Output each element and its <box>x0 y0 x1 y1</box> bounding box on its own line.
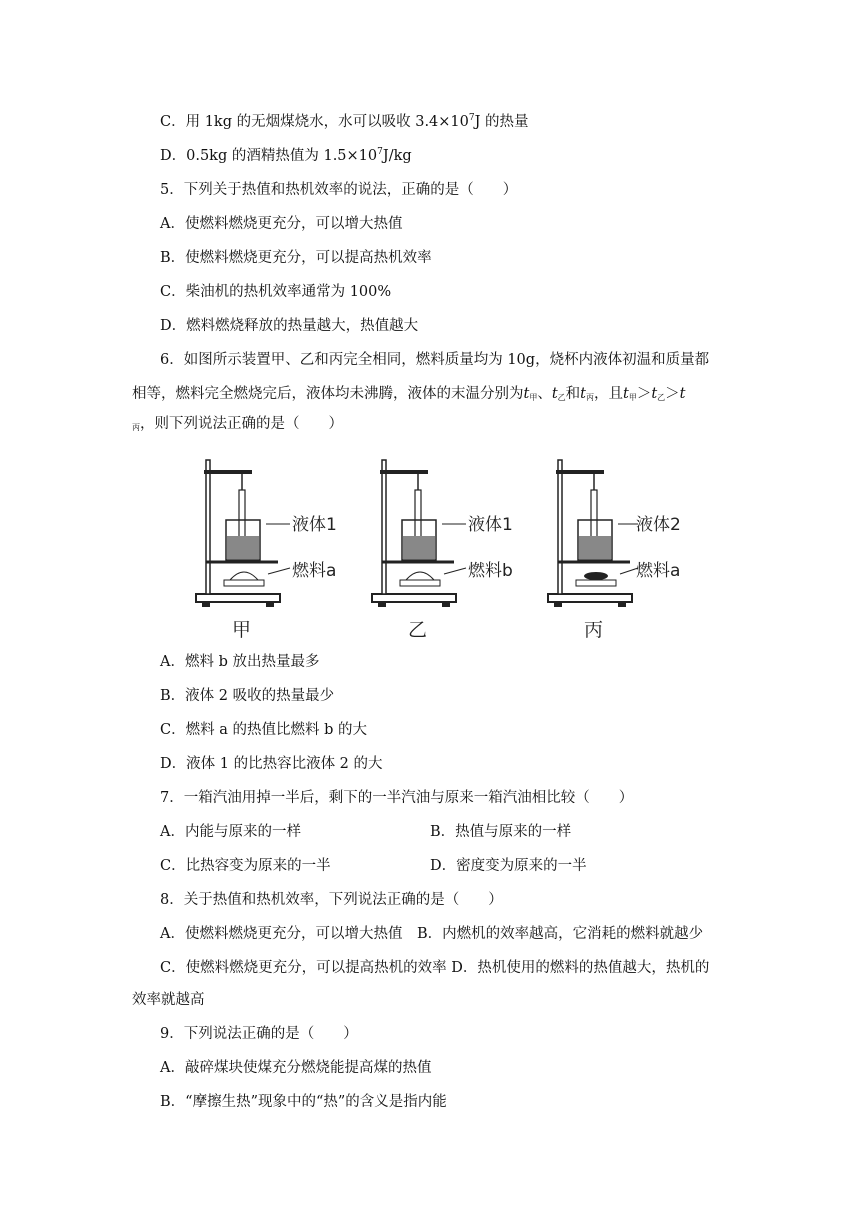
question-6-line-2: 相等，燃料完全燃烧完后，液体均未沸腾，液体的末温分别为$t_甲$、$t_乙$和$t_丙$，且$t_甲>t_乙>t$ <box>132 386 686 402</box>
q7-option-c: C．比热容变为原来的一半 <box>160 858 331 874</box>
q9-option-a: A．敲碎煤块使煤充分燃烧能提高煤的热值 <box>160 1060 432 1076</box>
caption-yi: 乙 <box>408 619 428 641</box>
question-6-line-1: 6．如图所示装置甲、乙和丙完全相同，燃料质量均为 10g，烧杯内液体初温和质量都 <box>160 352 710 368</box>
liquid-label-bing: 液体2 <box>636 515 681 535</box>
apparatus-bing <box>548 460 681 641</box>
q5-option-b: B．使燃料燃烧更充分，可以提高热机效率 <box>160 250 432 266</box>
liquid-label-yi: 液体1 <box>468 515 513 535</box>
q7-option-a: A．内能与原来的一样 <box>160 824 301 840</box>
q8-options-ab: A．使燃料燃烧更充分，可以增大热值 B．内燃机的效率越高，它消耗的燃料就越少 <box>160 926 704 942</box>
apparatus-jia <box>196 460 337 641</box>
fuel-label-bing: 燃料a <box>636 561 681 581</box>
q9-option-b: B．“摩擦生热”现象中的“热”的含义是指内能 <box>160 1094 447 1110</box>
q5-option-d: D．燃料燃烧释放的热量越大，热值越大 <box>160 318 419 334</box>
question-8: 8．关于热值和热机效率，下列说法正确的是（ ） <box>160 892 503 908</box>
question-5: 5．下列关于热值和热机效率的说法，正确的是（ ） <box>160 182 518 198</box>
q6-option-d: D．液体 1 的比热容比液体 2 的大 <box>160 756 383 772</box>
liquid-label-jia: 液体1 <box>292 515 337 535</box>
q7-option-b: B．热值与原来的一样 <box>430 824 572 840</box>
caption-bing: 丙 <box>584 619 604 641</box>
option-c-previous: C．用 1kg 的无烟煤烧水，水可以吸收 $3.4\times 10^7J$ 的热量 <box>160 113 529 130</box>
question-6-line-3: $_丙$，则下列说法正确的是（ ） <box>132 416 343 432</box>
fuel-label-yi: 燃料b <box>468 561 513 581</box>
question-9: 9．下列说法正确的是（ ） <box>160 1026 358 1042</box>
q5-option-c: C．柴油机的热机效率通常为 100% <box>160 284 392 300</box>
q7-option-d: D．密度变为原来的一半 <box>430 858 587 874</box>
q6-option-c: C．燃料 a 的热值比燃料 b 的大 <box>160 722 367 738</box>
apparatus-yi <box>372 460 513 641</box>
caption-jia: 甲 <box>232 619 252 641</box>
q8-options-cd: C．使燃料燃烧更充分，可以提高热机的效率 D．热机使用的燃料的热值越大，热机的 <box>160 960 710 976</box>
question-7: 7．一箱汽油用掉一半后，剩下的一半汽油与原来一箱汽油相比较（ ） <box>160 790 634 806</box>
q8-options-cd-continued: 效率就越高 <box>132 992 205 1008</box>
q6-option-a: A．燃料 b 放出热量最多 <box>160 654 320 670</box>
experiment-figure <box>192 452 681 642</box>
fuel-label-jia: 燃料a <box>292 561 337 581</box>
q5-option-a: A．使燃料燃烧更充分，可以增大热值 <box>160 216 403 232</box>
q6-option-b: B．液体 2 吸收的热量最少 <box>160 688 335 704</box>
option-d-previous: D．0.5kg 的酒精热值为 $1.5\times 10^7J/kg$ <box>160 147 412 164</box>
